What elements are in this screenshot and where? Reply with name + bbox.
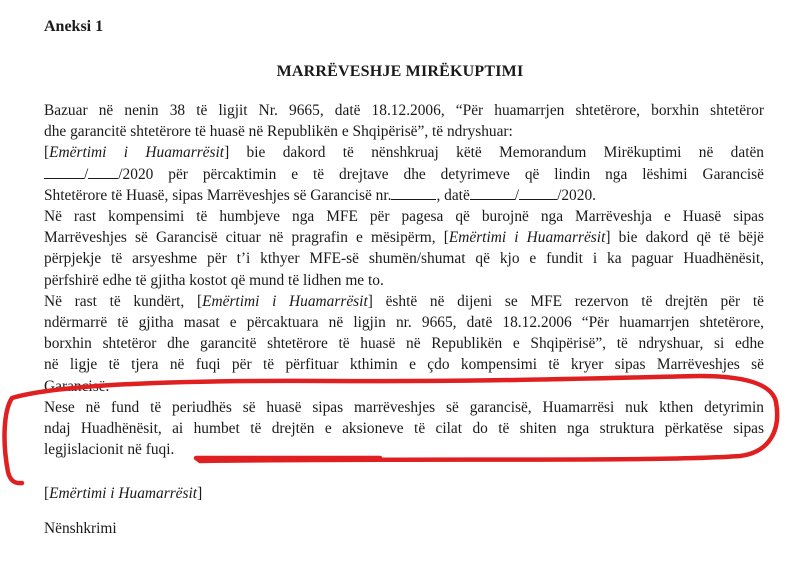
paragraph-3-line-1: Në rast kompensimi të humbjeve nga MFE për pagesa që burojnë nga Marrëveshja e Huasë sipas — [44, 208, 764, 226]
date-month-blank — [519, 185, 557, 200]
paragraph-4-line-4: në ligje të tjera në fuqi për të përfituar kthimin e çdo kompensimi të kryer sipas Marrëveshjes së — [44, 356, 764, 374]
paragraph-4: Në rast të kundërt, [Emërtimi i Huamarrësit] është në dijeni se MFE rezervon të drejtën për të ndërmarrë të gjitha masat e përcaktuara në ligjin nr. 9665, datë 18.12.2006 “Për huamarrjen shtetërore, borxhin shtetëror dhe garancitë shtetërore të huasë në Republikën e Shqipërisë”, të ndryshuar, si edhe në ligje të tjera në fuqi për të përfituar kthimin e çdo kompensimi të kryer sipas Marrëveshjes së Garancisë. — [44, 291, 764, 397]
paragraph-1-line-2: dhe garancitë shtetërore të huasë në Republikën e Shqipërisë”, të ndryshuar: — [44, 123, 513, 141]
paragraph-1 — [44, 100, 764, 142]
paragraph-2-line-2: për përcaktimin e të drejtave dhe detyrimeve që lindin nga lëshimi Garancisë — [153, 165, 764, 183]
annex-label: Aneksi 1 — [44, 18, 104, 35]
paragraph-2-line-1: bie dakord të nënshkruaj këtë Memorandum Mirëkuptimi në datën — [229, 144, 764, 162]
paragraph-3: Në rast kompensimi të humbjeve nga MFE për pagesa që burojnë nga Marrëveshja e Huasë sipas Marrëveshjes së Garancisë cituar në pragrafin e mësipërm, [Emërtimi i Huamarrësit] bie dakord që të bëjë përpjekje të arsyeshme për t’i kthyer MFE-së shumën/shumat që kjo e fundit i ka paguar Huadhënësit, përfshirë edhe të gjitha kostot që mund të lidhen me to. — [44, 206, 764, 291]
paragraph-4-line-2: ndërmarrë të gjitha masat e përcaktuara në ligjin nr. 9665, datë 18.12.2006 “Për huamarrjen shtetërore, — [44, 314, 764, 332]
paragraph-5-line-1: Nese në fund të periudhës së huasë sipas marrëveshjes së garancisë, Huamarrësi nuk kthen detyrimin — [44, 398, 764, 416]
paragraph-3-line-3: përpjekje të arsyeshme për t’i kthyer MFE-së shumën/shumat që kjo e fundit i ka paguar Huadhënësit, — [44, 250, 764, 268]
agreement-number-blank — [391, 185, 436, 200]
day-blank — [44, 164, 84, 179]
borrower-name-placeholder: Emërtimi i Huamarrësit — [202, 292, 368, 310]
paragraph-4-line-1b: është në dijeni se MFE rezervon të drejtën për të — [372, 292, 764, 310]
paragraph-5 — [44, 397, 764, 461]
year-text: /2020 — [118, 165, 154, 183]
paragraph-1-line-1: Bazuar në nenin 38 të ligjit Nr. 9665, datë 18.12.2006, “Për huamarrjen shtetërore, borxhin shtetëror — [44, 102, 764, 119]
paragraph-3-line-2a: Marrëveshjes së Garancisë cituar në pragrafin e mësipërm, — [44, 229, 444, 247]
borrower-name-placeholder: Emërtimi i Huamarrësit — [49, 144, 225, 162]
paragraph-4-line-3: borxhin shtetëror dhe garancitë shtetërore të huasë në Republikën e Shqipërisë”, të ndryshuar, si edhe — [44, 335, 764, 353]
signature-label: Nënshkrimi — [44, 520, 117, 537]
document-title: MARRËVESHJE MIRËKUPTIMI — [276, 63, 524, 80]
paragraph-3-line-2b: bie dakord që të bëjë — [610, 229, 765, 247]
paragraph-2-line-3a: Shtetërore të Huasë, sipas Marrëveshjes së Garancisë nr. — [44, 186, 392, 204]
paragraph-5-line-2: ndaj Huadhënësit, ai humbet të drejtën e aksioneve të cilat do të shiten nga struktura përkatëse sipas — [44, 420, 764, 438]
signature-entity: [Emërtimi i Huamarrësit] — [44, 485, 203, 502]
borrower-name-placeholder: Emërtimi i Huamarrësit — [448, 229, 606, 247]
paragraph-4-line-5: Garancisë. — [44, 377, 110, 395]
paragraph-2: [Emërtimi i Huamarrësit] bie dakord të nënshkruaj këtë Memorandum Mirëkuptimi në datën / /2020 për përcaktimin e të drejtave dhe detyrimeve që lindin nga lëshimi Garancisë Shtetërore të Huasë, sipas Marrëveshjes së Garancisë nr. , datë / /2020. — [44, 144, 764, 204]
paragraph-3-line-4: përfshirë edhe të gjitha kostot që mund të lidhen me to. — [44, 271, 384, 289]
date-day-blank — [470, 185, 515, 200]
paragraph-2-line-3c: /2020. — [557, 186, 596, 204]
paragraph-4-line-1a: Në rast të kundërt, — [44, 292, 197, 310]
borrower-name-placeholder: Emërtimi i Huamarrësit — [49, 485, 198, 502]
paragraph-5-line-3: legjislacionit në fuqi. — [44, 441, 175, 459]
paragraph-2-line-3b: , datë — [436, 186, 470, 204]
month-blank — [88, 164, 118, 179]
document-body — [44, 100, 764, 460]
